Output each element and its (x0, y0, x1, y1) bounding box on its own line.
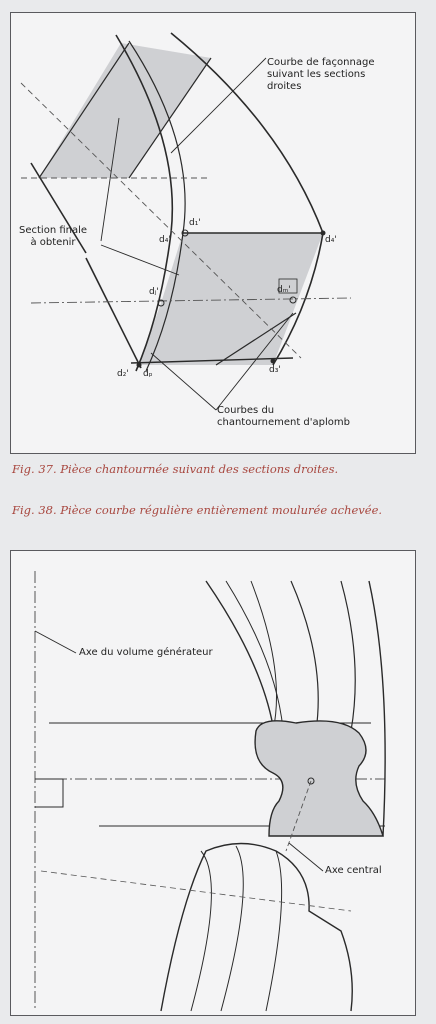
point-d2: d₂' (117, 369, 129, 379)
label-courbes-chantournement: Courbes du chantournement d'aplomb (217, 405, 350, 428)
marker-d3 (271, 359, 276, 364)
figure-38-drawing (11, 551, 415, 1015)
leader-axe-central (289, 843, 323, 871)
moulding-curve-3 (251, 581, 277, 731)
label-section-finale: Section finale à obtenir (19, 225, 88, 248)
point-d1: d₁' (189, 218, 201, 228)
point-d4-left: d₄' (159, 235, 171, 245)
figure-38-panel (10, 550, 416, 1016)
label-courbe-faconnage: Courbe de façonnage suivant les sections droites (267, 57, 375, 92)
label-axe-central: Axe central (325, 865, 382, 876)
lower-piece-line-2 (221, 846, 243, 1011)
lower-dash (41, 871, 351, 911)
figure-37-caption: Fig. 37. Pièce chantournée suivant des sections droites. (12, 462, 339, 476)
moulding-curve-6 (369, 581, 385, 836)
figure-37-panel (10, 12, 416, 454)
moulding-curve-2 (226, 581, 283, 729)
point-dj: dⱼ' (149, 287, 159, 297)
point-d4-right: d₄' (325, 235, 337, 245)
lower-piece-line-1 (191, 851, 211, 1011)
figure-38-caption: Fig. 38. Pièce courbe régulière entièrement moulurée achevée. (12, 503, 383, 517)
square-mark (35, 779, 63, 807)
point-dp: dₚ (143, 369, 153, 379)
marker-d2 (137, 363, 142, 368)
point-d3: d₃' (269, 365, 281, 375)
moulding-curve-5 (341, 581, 355, 731)
leader-axe-volume (35, 631, 76, 653)
moulding-curve-4 (291, 581, 318, 731)
left-lower-line (86, 258, 141, 368)
upper-section-fill (39, 43, 211, 178)
label-axe-volume: Axe du volume générateur (79, 647, 213, 658)
lower-piece-line-3 (266, 851, 282, 1011)
moulding-profile (255, 721, 383, 836)
lower-piece-outline (161, 844, 352, 1012)
point-dm: dₘ' (277, 285, 291, 295)
